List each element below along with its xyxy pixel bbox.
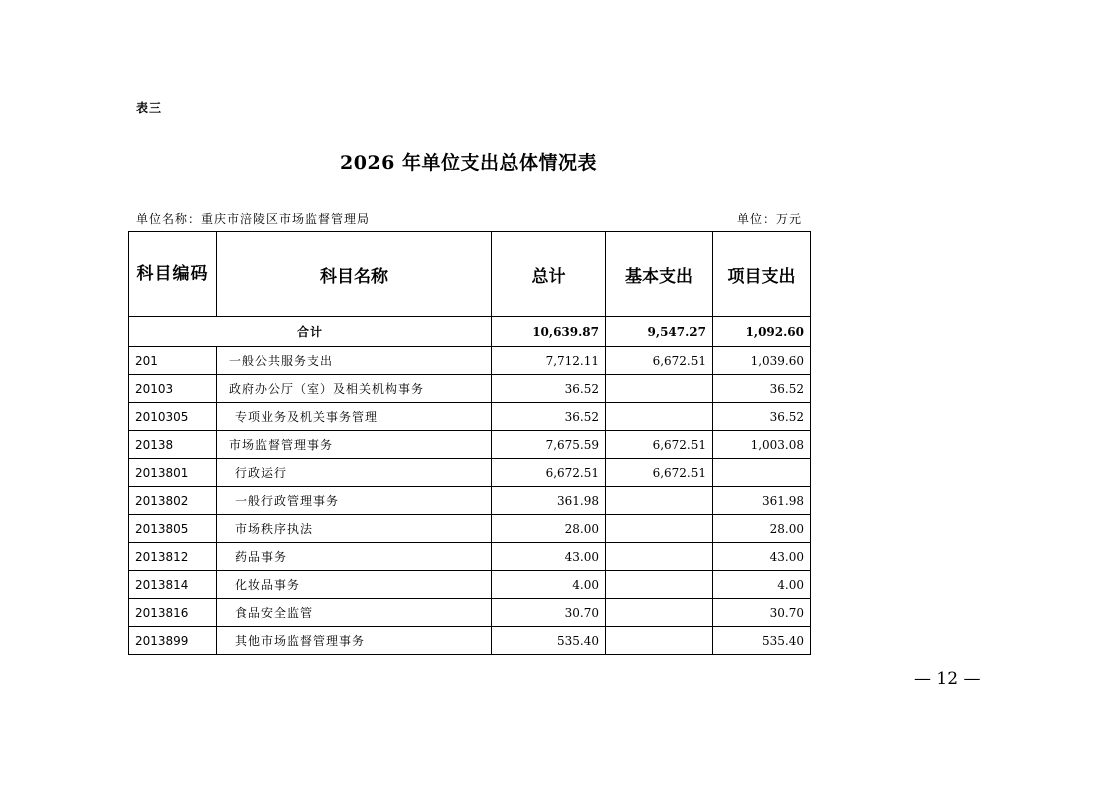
row-name: 药品事务 — [217, 543, 492, 571]
row-code: 2013899 — [129, 627, 217, 655]
row-total: 6,672.51 — [492, 459, 606, 487]
row-project: 4.00 — [713, 571, 811, 599]
table-row — [129, 403, 811, 431]
row-name: 其他市场监督管理事务 — [217, 627, 492, 655]
row-name: 一般公共服务支出 — [217, 347, 492, 375]
row-code: 2013801 — [129, 459, 217, 487]
row-total: 30.70 — [492, 599, 606, 627]
row-name: 市场监督管理事务 — [217, 431, 492, 459]
row-total: 361.98 — [492, 487, 606, 515]
total-project: 1,092.60 — [713, 317, 811, 347]
total-label: 合计 — [129, 317, 492, 347]
row-project: 43.00 — [713, 543, 811, 571]
table-row — [129, 599, 811, 627]
row-code: 2013812 — [129, 543, 217, 571]
table-row — [129, 627, 811, 655]
unit-currency: 单位：万元 — [737, 212, 803, 226]
row-project: 1,039.60 — [713, 347, 811, 375]
row-basic — [606, 375, 713, 403]
row-total: 36.52 — [492, 403, 606, 431]
row-name: 市场秩序执法 — [217, 515, 492, 543]
total-basic: 9,547.27 — [606, 317, 713, 347]
row-code: 2013805 — [129, 515, 217, 543]
row-basic — [606, 599, 713, 627]
row-project: 30.70 — [713, 599, 811, 627]
row-code: 2013814 — [129, 571, 217, 599]
row-code: 2013816 — [129, 599, 217, 627]
row-project: 1,003.08 — [713, 431, 811, 459]
column-header-basic: 基本支出 — [606, 232, 713, 317]
row-name: 化妆品事务 — [217, 571, 492, 599]
table-row — [129, 543, 811, 571]
row-project: 36.52 — [713, 375, 811, 403]
expenditure-table — [128, 231, 811, 655]
row-code: 201 — [129, 347, 217, 375]
row-project: 36.52 — [713, 403, 811, 431]
row-name: 政府办公厅（室）及相关机构事务 — [217, 375, 492, 403]
row-total: 36.52 — [492, 375, 606, 403]
row-total: 535.40 — [492, 627, 606, 655]
table-row — [129, 459, 811, 487]
table-row — [129, 375, 811, 403]
row-code: 20103 — [129, 375, 217, 403]
row-basic — [606, 571, 713, 599]
column-header-total: 总计 — [492, 232, 606, 317]
row-total: 28.00 — [492, 515, 606, 543]
column-header-name: 科目名称 — [217, 232, 492, 317]
table-row — [129, 487, 811, 515]
row-project: 28.00 — [713, 515, 811, 543]
row-project: 535.40 — [713, 627, 811, 655]
total-row — [129, 317, 811, 347]
row-basic — [606, 627, 713, 655]
row-basic — [606, 515, 713, 543]
row-basic: 6,672.51 — [606, 459, 713, 487]
row-name: 食品安全监管 — [217, 599, 492, 627]
row-name: 行政运行 — [217, 459, 492, 487]
table-row — [129, 347, 811, 375]
total-total: 10,639.87 — [492, 317, 606, 347]
row-total: 7,712.11 — [492, 347, 606, 375]
row-basic — [606, 543, 713, 571]
row-basic — [606, 403, 713, 431]
table-header-row — [129, 232, 811, 317]
row-basic: 6,672.51 — [606, 347, 713, 375]
row-name: 一般行政管理事务 — [217, 487, 492, 515]
column-header-project: 项目支出 — [713, 232, 811, 317]
row-project: 361.98 — [713, 487, 811, 515]
table-row — [129, 515, 811, 543]
row-total: 43.00 — [492, 543, 606, 571]
unit-name: 单位名称：重庆市涪陵区市场监督管理局 — [136, 212, 371, 226]
document-title: 2026 年单位支出总体情况表 — [340, 152, 597, 174]
table-row — [129, 431, 811, 459]
table-row — [129, 571, 811, 599]
row-code: 20138 — [129, 431, 217, 459]
row-code: 2010305 — [129, 403, 217, 431]
row-project — [713, 459, 811, 487]
column-header-code: 科目编码 — [129, 232, 217, 317]
row-total: 7,675.59 — [492, 431, 606, 459]
row-total: 4.00 — [492, 571, 606, 599]
page-number: — 12 — — [914, 669, 981, 689]
row-basic — [606, 487, 713, 515]
table-label: 表三 — [136, 101, 163, 115]
row-name: 专项业务及机关事务管理 — [217, 403, 492, 431]
row-code: 2013802 — [129, 487, 217, 515]
row-basic: 6,672.51 — [606, 431, 713, 459]
